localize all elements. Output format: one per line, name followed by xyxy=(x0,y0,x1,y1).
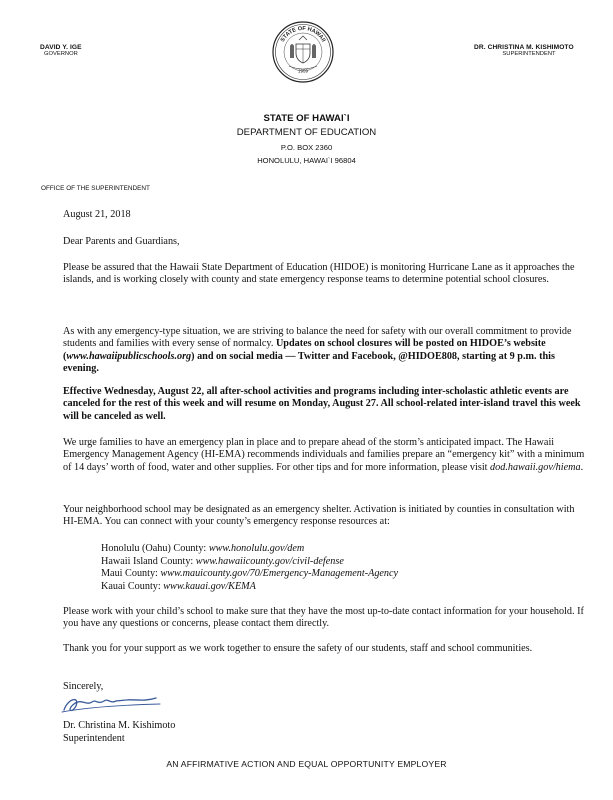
seal-top-text: STATE OF HAWAII xyxy=(279,25,327,44)
county-name: Honolulu (Oahu) County: xyxy=(101,543,207,554)
county-resources-list xyxy=(101,543,561,593)
paragraph-thanks: Thank you for your support as we work together to ensure the safety of our students, staff and school communities. xyxy=(63,643,533,654)
county-link[interactable]: www.hawaiicounty.gov/civil-defense xyxy=(195,555,344,567)
governor-title: GOVERNOR xyxy=(44,51,78,57)
paragraph-cancellations: Effective Wednesday, August 22, all after-school activities and programs including inter-scholastic athletic events are canceled for the rest of this week and will resume on Monday, August 27. All school-related inter-island travel this week will be canceled as well. xyxy=(63,386,581,422)
department-heading: DEPARTMENT OF EDUCATION xyxy=(236,127,377,138)
paragraph-contact-info: Please work with your child’s school to make sure that they have the most up-to-date contact information for your household. If you have any questions or concerns, please contact them directly. xyxy=(63,606,584,630)
county-name: Kauai County: xyxy=(101,580,161,592)
county-link[interactable]: www.honolulu.gov/dem xyxy=(208,543,305,554)
hidoe-website-link[interactable]: www.hawaiipublicschools.org xyxy=(66,350,192,362)
paragraph-monitoring: Please be assured that the Hawaii State Department of Education (HIDOE) is monitoring Hurricane Lane as it approaches the islands, and is working closely with county and state emergency response teams to determine potential school closures. xyxy=(63,262,575,286)
list-item xyxy=(101,556,561,569)
closing: Sincerely, xyxy=(63,681,104,692)
letter-date: August 21, 2018 xyxy=(63,209,131,220)
emergency-plan-period: . xyxy=(580,461,584,473)
letter-body xyxy=(63,0,585,800)
office-line: OFFICE OF THE SUPERINTENDENT xyxy=(41,185,150,192)
county-link[interactable]: www.mauicounty.gov/70/Emergency-Management-Agency xyxy=(160,568,399,580)
seal-year-text: 1959 xyxy=(297,68,309,74)
city-address: HONOLULU, HAWAI`I 96804 xyxy=(257,156,356,165)
paragraph-updates xyxy=(63,326,585,376)
list-item xyxy=(101,581,561,594)
updates-plain-text: As with any emergency-type situation, we are striving to balance the need for safety with our overall commitment to provide students and families with every sense of normalcy. xyxy=(63,326,572,350)
county-name: Maui County: xyxy=(101,568,158,580)
county-link[interactable]: www.kauai.gov/KEMA xyxy=(163,580,256,592)
superintendent-header-title: SUPERINTENDENT xyxy=(502,51,556,57)
updates-bold-text-end: ) and on social media — Twitter and Facebook, @HIDOE808, starting at 9 p.m. this evening. xyxy=(63,350,555,375)
signer-title: Superintendent xyxy=(63,733,125,744)
governor-name: DAVID Y. IGE xyxy=(40,44,82,51)
paragraph-emergency-plan xyxy=(63,437,585,474)
salutation: Dear Parents and Guardians, xyxy=(63,236,180,247)
signature-icon xyxy=(60,692,170,716)
county-name: Hawaii Island County: xyxy=(101,555,194,567)
superintendent-header-name: DR. CHRISTINA M. KISHIMOTO xyxy=(474,44,574,51)
state-heading: STATE OF HAWAI`I xyxy=(263,113,350,124)
hiema-link[interactable]: dod.hawaii.gov/hiema xyxy=(490,461,581,473)
footer-statement: AN AFFIRMATIVE ACTION AND EQUAL OPPORTUNITY EMPLOYER xyxy=(166,759,447,769)
po-box: P.O. BOX 2360 xyxy=(280,143,333,152)
paragraph-shelter: Your neighborhood school may be designated as an emergency shelter. Activation is initiated by counties in consultation with HI-EMA. You can connect with your county’s emergency response resources at: xyxy=(63,504,575,528)
list-item xyxy=(101,568,561,581)
emergency-plan-text: We urge families to have an emergency plan in place and to prepare ahead of the storm’s anticipated impact. The Hawaii Emergency Management Agency (HI-EMA) recommends individuals and families prepare an “emergency kit” with a minimum of 14 days’ worth of food, water and other supplies. For other tips and for more information, please visit xyxy=(63,437,585,473)
updates-bold-text: Updates on school closures will be posted on HIDOE’s website ( xyxy=(63,338,546,362)
list-item xyxy=(101,543,561,556)
signer-name: Dr. Christina M. Kishimoto xyxy=(63,720,176,731)
